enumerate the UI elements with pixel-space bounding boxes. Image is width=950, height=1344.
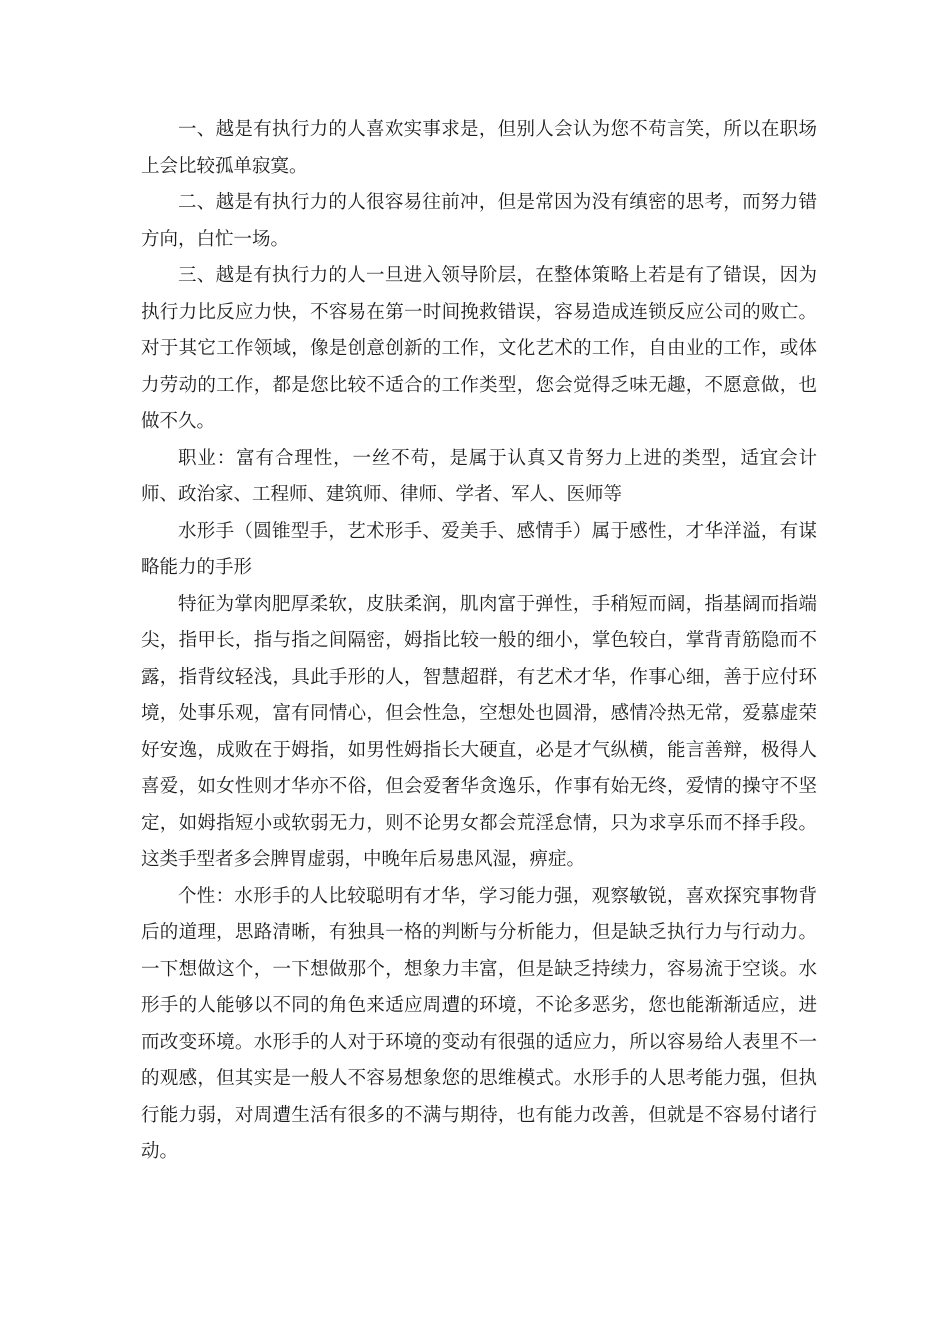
document-body [141, 112, 817, 1171]
paragraph-1: 一、越是有执行力的人喜欢实事求是，但别人会认为您不苟言笑，所以在职场上会比较孤单寂寞。 [141, 119, 817, 177]
paragraph-2: 二、越是有执行力的人很容易往前冲，但是常因为没有缜密的思考，而努力错方向，白忙一场。 [141, 192, 817, 250]
paragraph-career: 职业：富有合理性，一丝不苟，是属于认真又肯努力上进的类型，适宜会计师、政治家、工程师、建筑师、律师、学者、军人、医师等 [141, 447, 817, 505]
paragraph-water-hand-intro: 水形手（圆锥型手，艺术形手、爱美手、感情手）属于感性，才华洋溢，有谋略能力的手形 [141, 520, 817, 578]
paragraph-3: 三、越是有执行力的人一旦进入领导阶层，在整体策略上若是有了错误，因为执行力比反应力快，不容易在第一时间挽救错误，容易造成连锁反应公司的败亡。对于其它工作领域，像是创意创新的工作，文化艺术的工作，自由业的工作，或体力劳动的工作，都是您比较不适合的工作类型，您会觉得乏味无趣，不愿意做，也做不久。 [141, 265, 817, 432]
paragraph-characteristics: 特征为掌肉肥厚柔软，皮肤柔润，肌肉富于弹性，手稍短而阔，指基阔而指端尖，指甲长，指与指之间隔密，姆指比较一般的细小，掌色较白，掌背青筋隐而不露，指背纹轻浅，具此手形的人，智慧超群，有艺术才华，作事心细，善于应付环境，处事乐观，富有同情心，但会性急，空想处也圆滑，感情冷热无常，爱慕虚荣好安逸，成败在于姆指，如男性姆指长大硬直，必是才气纵横，能言善辩，极得人喜爱，如女性则才华亦不俗，但会爱奢华贪逸乐，作事有始无终，爱情的操守不坚定，如姆指短小或软弱无力，则不论男女都会荒淫怠情，只为求享乐而不择手段。这类手型者多会脾胃虚弱，中晚年后易患风湿，痹症。 [141, 593, 817, 870]
paragraph-personality: 个性：水形手的人比较聪明有才华，学习能力强，观察敏锐，喜欢探究事物背后的道理，思路清晰，有独具一格的判断与分析能力，但是缺乏执行力与行动力。一下想做这个，一下想做那个，想象力丰富，但是缺乏持续力，容易流于空谈。水形手的人能够以不同的角色来适应周遭的环境，不论多恶劣，您也能渐渐适应，进而改变环境。水形手的人对于环境的变动有很强的适应力，所以容易给人表里不一的观感，但其实是一般人不容易想象您的思维模式。水形手的人思考能力强，但执行能力弱，对周遭生活有很多的不满与期待，也有能力改善，但就是不容易付诸行动。 [141, 885, 817, 1162]
